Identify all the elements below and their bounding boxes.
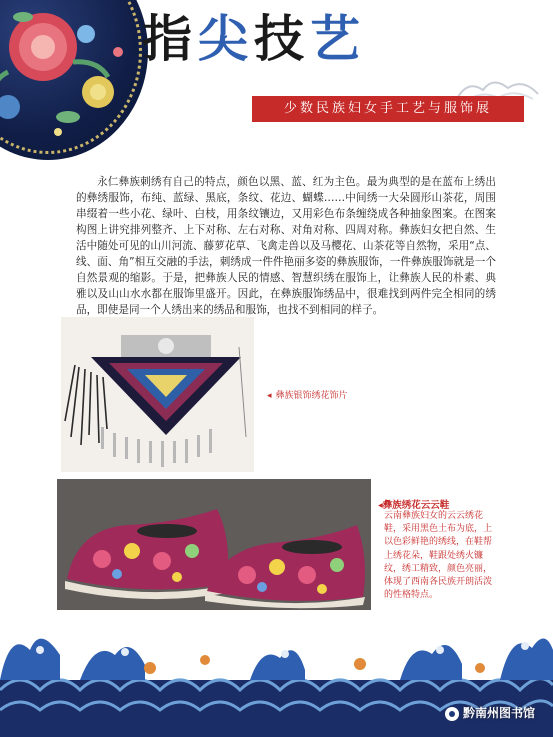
silver-ornament-photo [61, 317, 254, 472]
caption-pointer-icon: ◂ [267, 391, 272, 401]
embroidered-shoes-photo [57, 479, 371, 610]
figure2-caption-body: 云南彝族妇女的云云绣花鞋，采用黑色土布为底，上以色彩鲜艳的绣线，在鞋帮上绣花朵，鞋跟处绣火镰纹，绣工精致，颜色亮丽，体现了西南各民族开朗活泼的性格特点。 [384, 511, 493, 601]
title-char-1: 指 [142, 9, 198, 68]
medallion-border [0, 0, 142, 154]
embroidery-medallion-image [0, 0, 148, 160]
intro-paragraph: 永仁彝族刺绣有自己的特点，颜色以黑、蓝、红为主色。最为典型的是在蓝布上绣出的彝绣服饰，布纯、蓝绿、黑底，条纹、花边、蝴蝶……中间绣一大朵圆形山茶花，周围串缀着一些小花、绿叶、白枝，用条纹镶边，又用彩色布条缠绕成各种抽象图案。在图案构图上讲究排列整齐、上下对称、左右对称、对角对称、四周对称。彝族妇女把自然、生活中随处可见的山川河流、藤萝花草、飞禽走兽以及马樱花、山茶花等自然物，采用“点、线、面、角”相互交融的手法，刺绣成一件件艳丽多姿的彝族服饰，一件彝族服饰就是一个自然景观的缩影。于是，把彝族人民的情感、智慧织绣在服饰上，让彝族人民的朴素、典雅以及山山水水都在服饰里盛开。因此，在彝族服饰绣品中，很难找到两件完全相同的绣品，即使是同一个人绣出来的绣品和服饰，也找不到相同的样子。 [76, 175, 496, 316]
page-title [142, 9, 366, 68]
watermark-text: 黔南州图书馆 [462, 706, 535, 720]
title-char-3: 技 [254, 9, 310, 68]
library-watermark [445, 704, 535, 721]
exhibition-subtitle: 少数民族妇女手工艺与服饰展 [252, 96, 524, 122]
title-char-2: 尖 [198, 9, 254, 68]
silver-ornament-graphic [61, 317, 254, 472]
figure1-caption-text: 彝族银饰绣花饰片 [275, 391, 348, 401]
caption-pointer-icon: ◂ [378, 500, 383, 511]
figure2-caption-title [378, 497, 449, 511]
title-char-4: 艺 [310, 9, 366, 68]
shoes-graphic [57, 479, 371, 610]
figure1-caption [267, 388, 348, 401]
figure2-caption-title-text: 彝族绣花云云鞋 [382, 500, 450, 511]
wechat-icon [445, 707, 459, 721]
